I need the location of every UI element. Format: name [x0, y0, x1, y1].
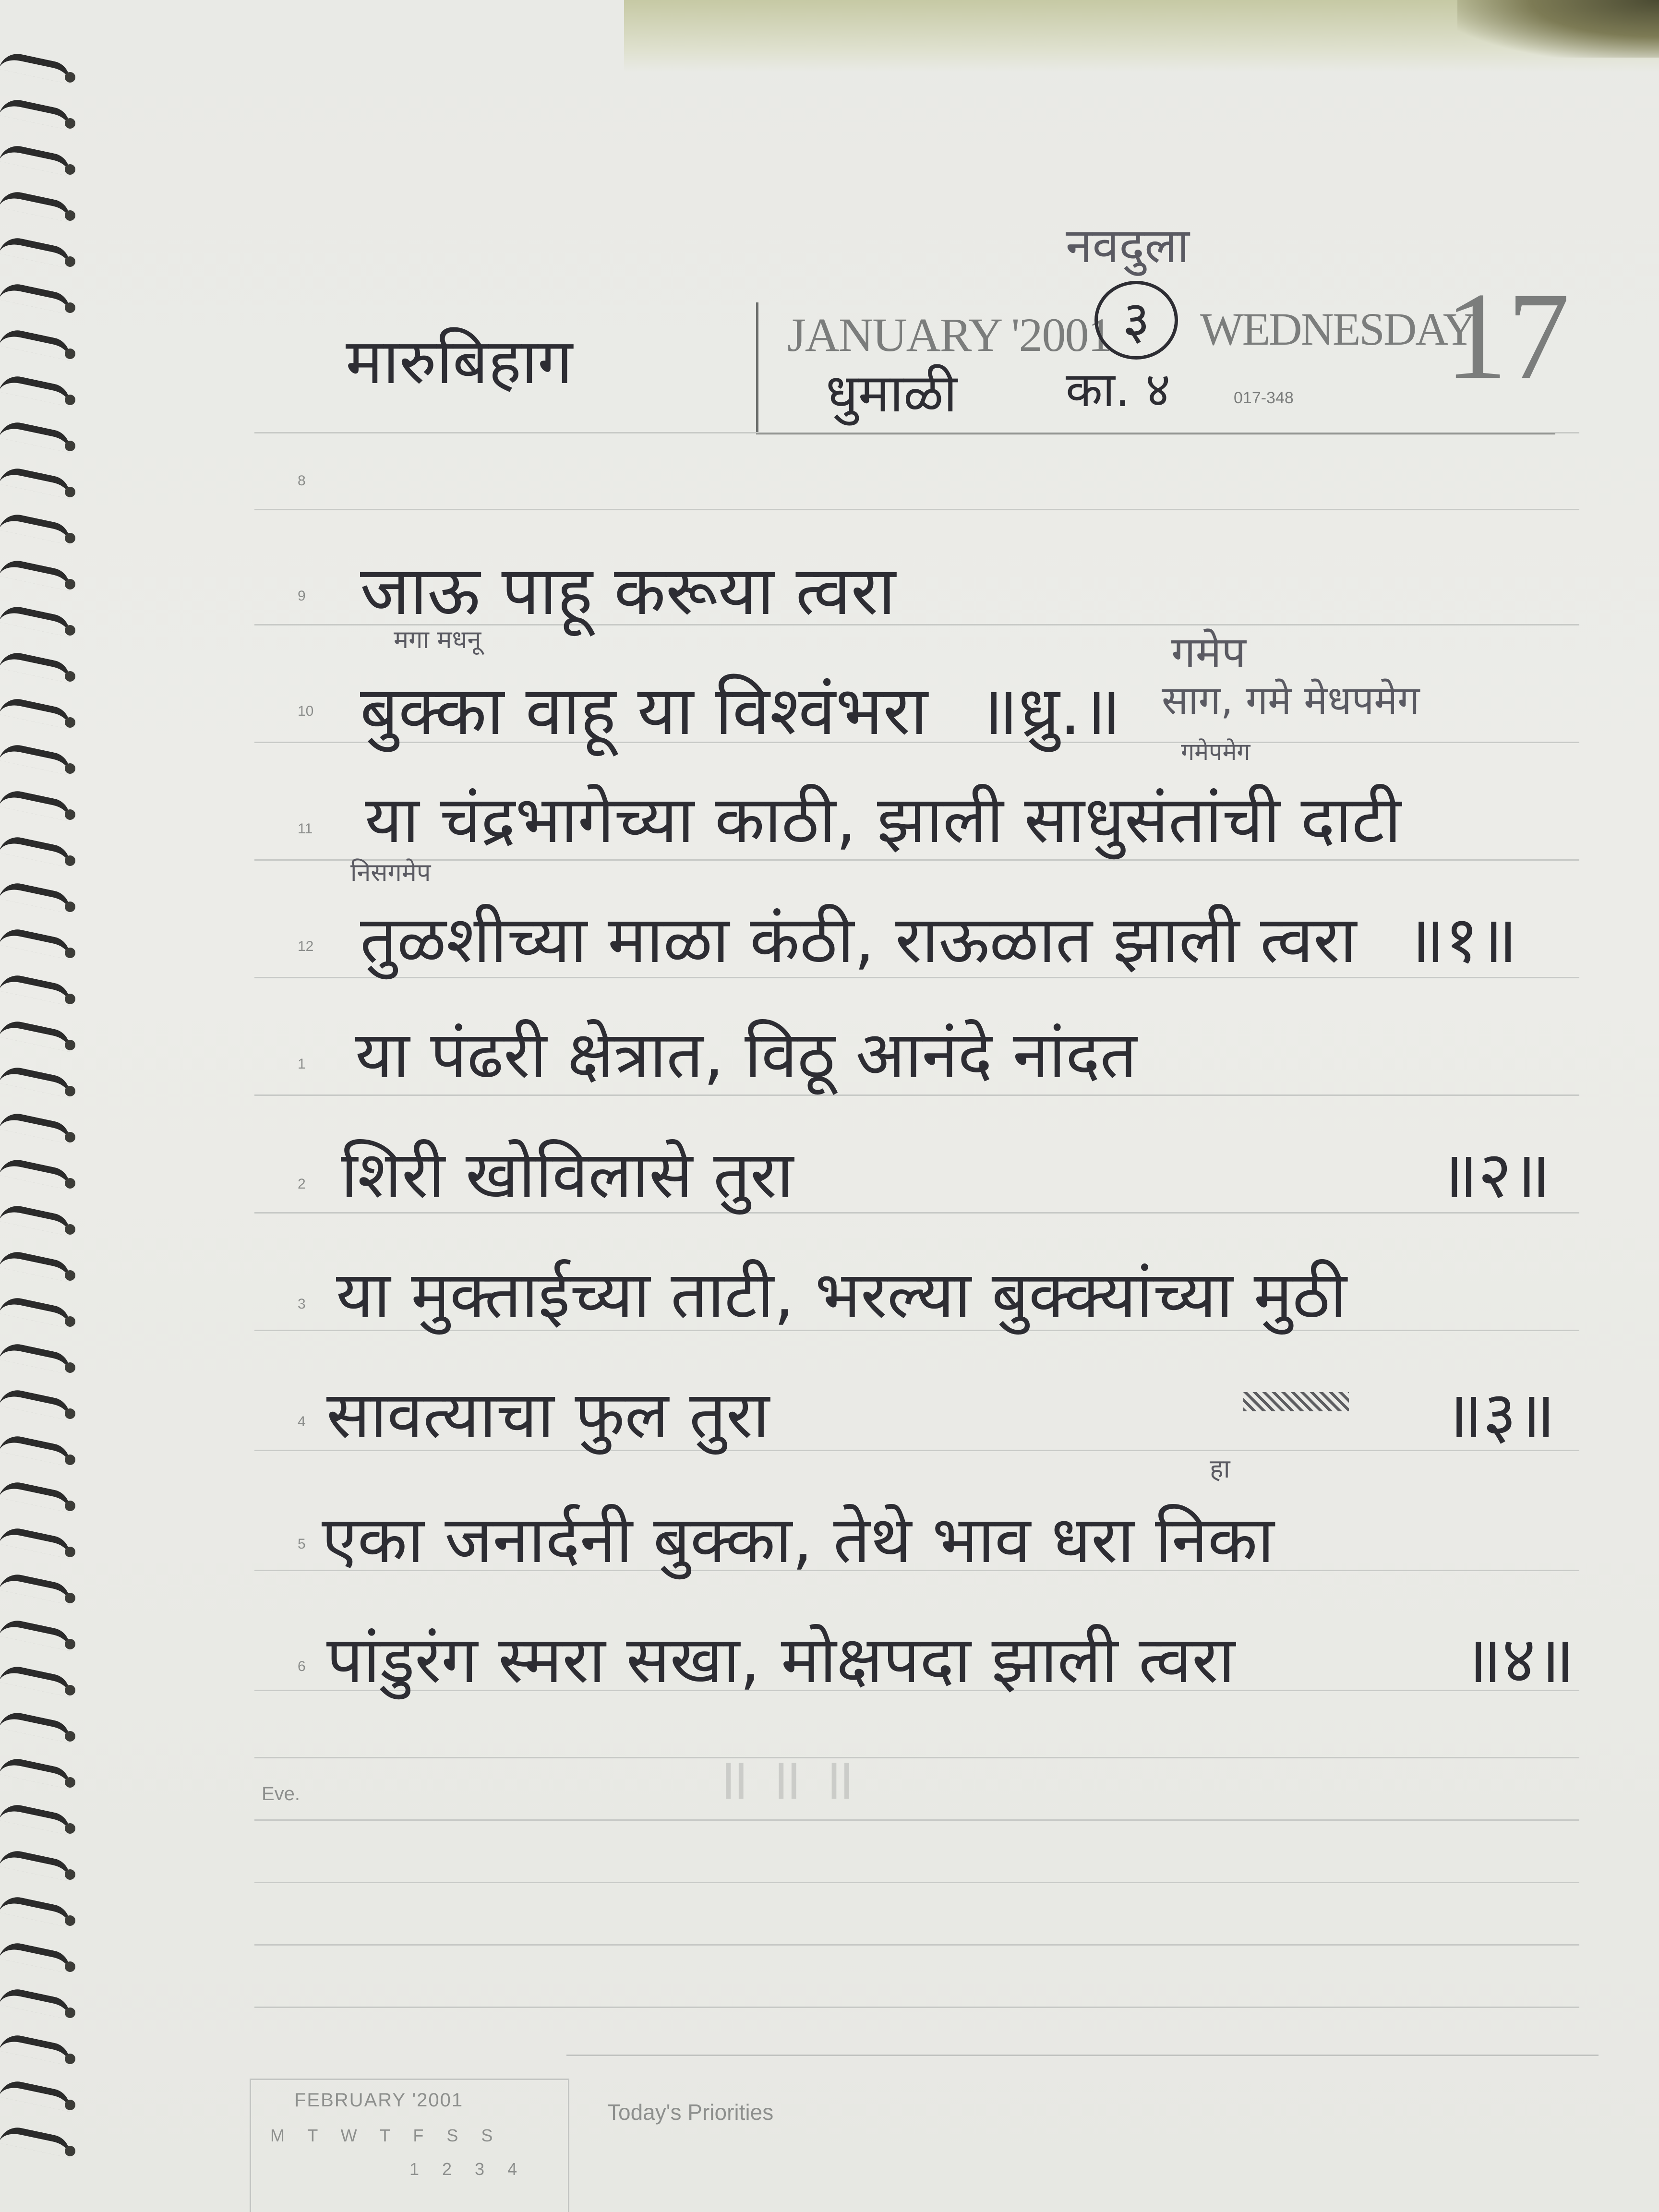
hour-marker: 4 — [298, 1414, 306, 1430]
refrain-mark: ॥ध्रु.॥ — [978, 672, 1121, 750]
spiral-coil — [0, 1433, 73, 1467]
lyric-line-9 — [322, 1493, 1274, 1581]
spiral-coil — [0, 926, 73, 960]
spiral-coil — [0, 1202, 73, 1236]
spiral-coil — [0, 189, 73, 222]
spiral-coil — [0, 1064, 73, 1098]
spiral-coil — [0, 1571, 73, 1605]
ruled-line — [254, 1944, 1579, 1946]
spiral-coil — [0, 834, 73, 867]
binding-hole — [65, 579, 75, 589]
spiral-coil — [0, 1802, 73, 1835]
spiral-coil — [0, 143, 73, 176]
binding-hole — [65, 1731, 75, 1742]
binding-hole — [65, 763, 75, 774]
spiral-coil — [0, 2124, 73, 2158]
lyric-line-6 — [341, 1128, 1551, 1216]
binding-hole — [65, 256, 75, 267]
lyric-line-3 — [365, 773, 1401, 861]
binding-hole — [65, 1132, 75, 1142]
notation-above-line-3: गमेपमेग — [1181, 738, 1250, 766]
spiral-coil — [0, 1110, 73, 1144]
top-annotation: नवदुला — [1066, 217, 1190, 274]
spiral-coil — [0, 1617, 73, 1651]
spiral-coil — [0, 373, 73, 407]
binding-hole — [65, 855, 75, 866]
spiral-coil — [0, 1986, 73, 2020]
binding-hole — [65, 1362, 75, 1373]
corner-shadow — [1457, 0, 1659, 58]
binding-hole — [65, 2100, 75, 2110]
ruled-line — [254, 509, 1579, 510]
calendar-title: FEBRUARY '2001 — [294, 2090, 464, 2111]
binding-hole — [65, 625, 75, 636]
spiral-coil — [0, 1525, 73, 1559]
binding-hole — [65, 1316, 75, 1327]
binding-hole — [65, 1593, 75, 1603]
binding-hole — [65, 1915, 75, 1926]
eve-label: Eve. — [262, 1783, 301, 1804]
notation-line-2-right: साग, गमे मेधपमेग — [1162, 678, 1420, 723]
binding-hole — [65, 210, 75, 221]
notation-gamep: गमेप — [1171, 627, 1246, 678]
lyric-line-8 — [326, 1368, 1555, 1456]
binding-hole — [65, 118, 75, 129]
binding-hole — [65, 1547, 75, 1557]
binding-hole — [65, 1224, 75, 1235]
calendar-weekdays: M T W T F S S — [270, 2126, 493, 2145]
hour-marker: 6 — [298, 1659, 306, 1674]
spiral-coil — [0, 696, 73, 729]
hour-marker: 12 — [298, 938, 314, 954]
lyric-text: जाऊ पाहू करूया त्वरा — [360, 552, 896, 630]
ruled-line — [254, 432, 1579, 433]
binding-hole — [65, 395, 75, 405]
spiral-coil — [0, 1387, 73, 1420]
spiral-coil — [0, 788, 73, 821]
binding-hole — [65, 809, 75, 820]
binding-hole — [65, 1086, 75, 1096]
lyric-text: या पंढरी क्षेत्रात, विठू आनंदे नांदत — [355, 1017, 1137, 1093]
lyric-line-1 — [360, 542, 896, 634]
spiral-binding — [0, 58, 82, 2212]
lyric-line-7 — [336, 1248, 1347, 1336]
hour-marker: 1 — [298, 1056, 306, 1072]
show-through-text: ॥ ॥ ॥ — [720, 1746, 860, 1813]
spiral-coil — [0, 2078, 73, 2112]
verse-number: ॥४॥ — [1463, 1622, 1575, 1697]
lyric-text: एका जनार्दनी बुक्का, तेथे भाव धरा निका — [322, 1502, 1274, 1577]
lyric-line-4 — [360, 893, 1517, 981]
hour-marker: 2 — [298, 1176, 306, 1192]
notation-above-line-4: निसगमेप — [350, 858, 431, 887]
binding-hole — [65, 349, 75, 359]
binding-hole — [65, 1270, 75, 1281]
spiral-coil — [0, 96, 73, 130]
verse-number: ॥२॥ — [1439, 1137, 1551, 1213]
spiral-coil — [0, 1755, 73, 1789]
mini-calendar — [250, 2079, 569, 2212]
notation-above-line-2: मगा मधनू — [394, 625, 481, 654]
spiral-coil — [0, 419, 73, 453]
spiral-coil — [0, 1940, 73, 1973]
spiral-coil — [0, 50, 73, 84]
spiral-coil — [0, 327, 73, 361]
spiral-coil — [0, 649, 73, 683]
verse-number: ॥१॥ — [1406, 902, 1517, 977]
taal-beats: का. ४ — [1066, 361, 1171, 418]
binding-hole — [65, 1501, 75, 1511]
spiral-coil — [0, 603, 73, 637]
spiral-coil — [0, 557, 73, 591]
binding-hole — [65, 72, 75, 83]
binding-hole — [65, 1408, 75, 1419]
ruled-line — [254, 1882, 1579, 1883]
spiral-coil — [0, 1894, 73, 1927]
printed-day-code: 017-348 — [1234, 389, 1294, 407]
lyric-text: पांडुरंग स्मरा सखा, मोक्षपदा झाली त्वरा — [326, 1622, 1236, 1697]
hour-marker: 8 — [298, 473, 306, 489]
binding-hole — [65, 164, 75, 175]
binding-hole — [65, 1455, 75, 1465]
taal-name: धुमाळी — [826, 362, 958, 424]
binding-hole — [65, 2146, 75, 2156]
binding-hole — [65, 671, 75, 682]
calendar-dates: 1 2 3 4 — [409, 2159, 517, 2179]
hour-marker: 5 — [298, 1536, 306, 1552]
spiral-coil — [0, 1018, 73, 1052]
binding-hole — [65, 717, 75, 728]
spiral-coil — [0, 1663, 73, 1697]
spiral-coil — [0, 1341, 73, 1374]
binding-hole — [65, 533, 75, 543]
raga-title: मारुबिहाग — [346, 325, 573, 398]
binding-hole — [65, 2008, 75, 2018]
lyric-text: या मुक्ताईच्या ताटी, भरल्या बुक्क्यांच्या मुठी — [336, 1257, 1347, 1333]
lyric-text: शिरी खोविलासे तुरा — [341, 1137, 794, 1213]
lyric-text: बुक्का वाहू या विश्वंभरा — [360, 672, 928, 750]
spiral-coil — [0, 742, 73, 775]
spiral-coil — [0, 235, 73, 268]
binding-hole — [65, 902, 75, 912]
binding-hole — [65, 487, 75, 497]
spiral-coil — [0, 2032, 73, 2066]
spiral-coil — [0, 465, 73, 499]
binding-hole — [65, 948, 75, 958]
binding-hole — [65, 1639, 75, 1649]
ruled-line — [254, 1819, 1579, 1821]
hour-marker: 10 — [298, 703, 314, 719]
binding-hole — [65, 1823, 75, 1834]
binding-hole — [65, 1961, 75, 1972]
lyric-line-2 — [360, 662, 1121, 754]
printed-weekday: WEDNESDAY — [1200, 303, 1475, 355]
hour-marker: 11 — [298, 821, 313, 837]
spiral-coil — [0, 972, 73, 1006]
binding-hole — [65, 441, 75, 451]
spiral-coil — [0, 1479, 73, 1513]
insertion-mark-ha: हा — [1210, 1454, 1230, 1484]
binding-hole — [65, 1178, 75, 1189]
lyric-text: तुळशीच्या माळा कंठी, राऊळात झाली त्वरा — [360, 902, 1357, 977]
binding-hole — [65, 2054, 75, 2064]
lyric-line-10 — [326, 1613, 1575, 1701]
binding-hole — [65, 1685, 75, 1695]
ruled-line — [254, 2007, 1579, 2008]
binding-hole — [65, 1869, 75, 1880]
spiral-coil — [0, 1249, 73, 1282]
spiral-coil — [0, 880, 73, 914]
lyric-text: या चंद्रभागेच्या काठी, झाली साधुसंतांची दाटी — [365, 782, 1402, 857]
printed-day-number: 17 — [1445, 267, 1570, 405]
lyric-line-5 — [355, 1008, 1137, 1096]
hour-marker: 3 — [298, 1296, 306, 1312]
spiral-coil — [0, 1156, 73, 1190]
lyric-text: सावत्याचा फुल तुरा — [326, 1377, 769, 1453]
binding-hole — [65, 1777, 75, 1788]
verse-number: ॥३॥ — [1444, 1377, 1555, 1453]
spiral-coil — [0, 1709, 73, 1743]
priorities-label: Today's Priorities — [607, 2100, 774, 2125]
hour-marker: 9 — [298, 588, 306, 604]
spiral-coil — [0, 1295, 73, 1328]
priorities-section — [566, 2055, 1599, 2212]
binding-hole — [65, 1040, 75, 1050]
ruled-line — [254, 1757, 1579, 1758]
binding-hole — [65, 994, 75, 1004]
printed-month-year: JANUARY '2001 — [787, 308, 1111, 361]
spiral-coil — [0, 281, 73, 314]
spiral-coil — [0, 1848, 73, 1881]
binding-hole — [65, 302, 75, 313]
spiral-coil — [0, 511, 73, 545]
circled-number: ३ — [1094, 281, 1178, 360]
